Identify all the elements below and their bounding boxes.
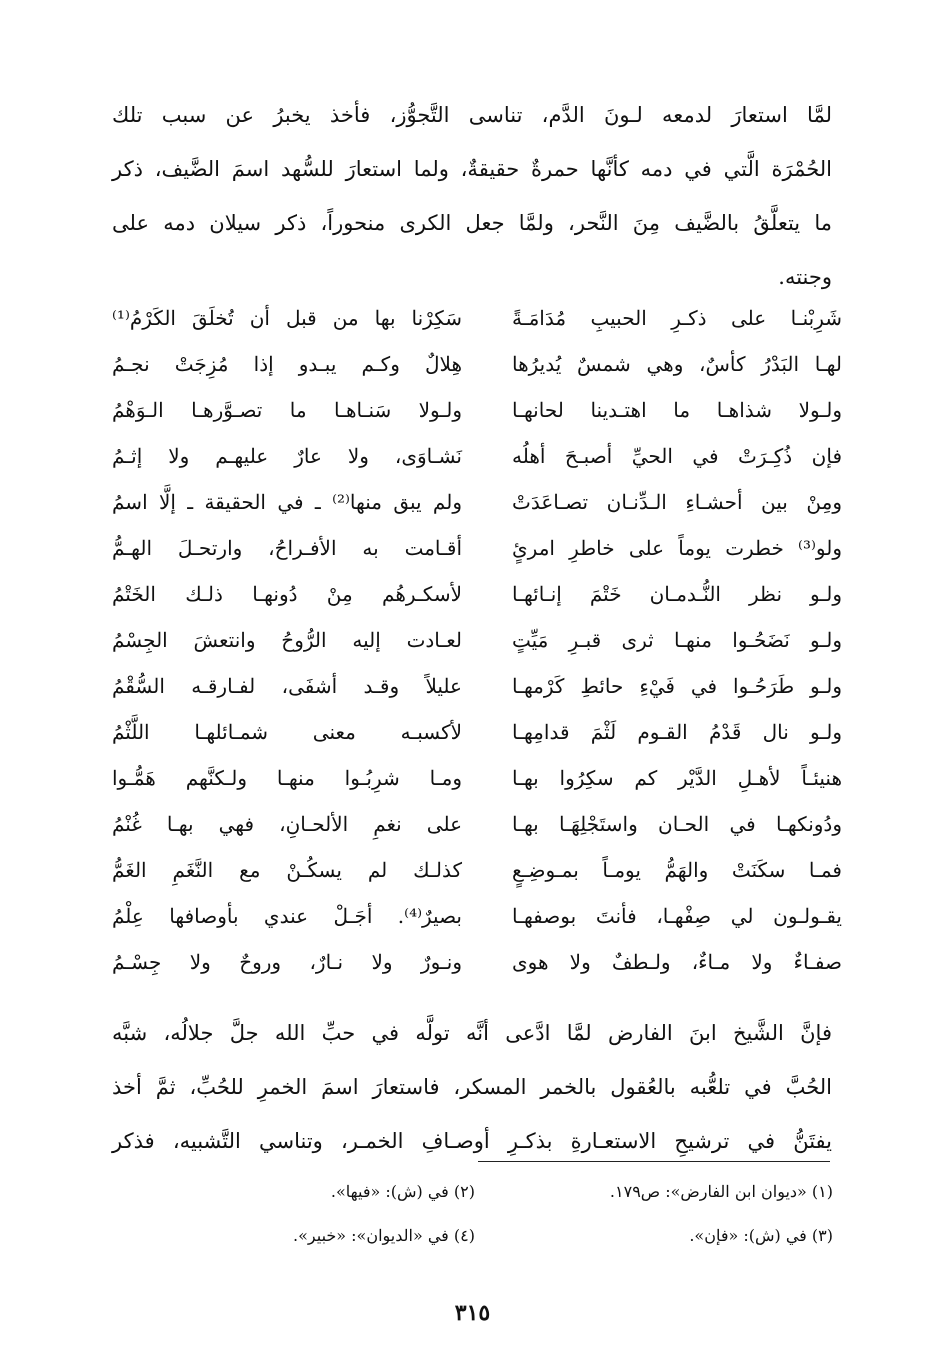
verse-second-hemistich: لعـادت إليه الرُّوحُ وانتعشَ الجِسْمُ — [112, 628, 462, 652]
verse-first-hemistich: لهـا البَدْرُ كأسٌ، وهي شمسٌ يُديرُها — [512, 352, 842, 376]
verse-second-hemistich: أقـامت به الأفـراحُ، وارتحـلَ الهـمُّ — [112, 536, 462, 560]
verse-second-hemistich: ومـا شرِبُـوا منهـا ولـكنَّهم هَمُّـوا — [112, 766, 462, 790]
verse-first-hemistich: ولـو طَرَحُـوا في فَيْءِ حائطِ كَرْمهـا — [512, 674, 842, 698]
poem-verse — [112, 344, 842, 384]
poem-verse — [112, 436, 842, 476]
verse-first-hemistich: ولـو نَضَحُـوا منهـا ثرى قبـرِ مَيِّتٍ — [512, 628, 842, 652]
verse-second-hemistich: لأسكـرهُم مِنْ دُونهـا ذلـك الخَتْمُ — [112, 582, 462, 606]
verse-second-hemistich: عليلاً وقـد أشفَى، لفـارقـه السُّقْمُ — [112, 674, 462, 698]
footnote-4: (٤) في «الديوان»: «خبير». — [293, 1226, 475, 1245]
verse-first-hemistich: ودُونكهـا في الحـان واستَجْلِهَـا بهـا — [512, 812, 842, 836]
intro-line: لمَّا استعارَ لدمعه لـونَ الدَّم، تناسى التَّجوُّز، فأخذ يخبرُ عن سبب تلك — [112, 103, 832, 127]
poem-verse — [112, 850, 842, 890]
poem-verse — [112, 666, 842, 706]
verse-first-hemistich: فإن ذُكِـرَتْ في الحيِّ أصبـحَ أهلُه — [512, 444, 842, 468]
outro-line: فإنَّ الشَّيخ ابنَ الفارض لمَّا ادَّعى أنَّه تولَّه في حبِّ الله جلَّ جلالُه، شبَّه — [112, 1021, 832, 1045]
footnote-1: (١) «ديوان ابن الفارض»: ص١٧٩. — [609, 1182, 833, 1201]
poem-verse — [112, 574, 842, 614]
footnote-3: (٣) في (ش): «فإن». — [689, 1226, 833, 1245]
poem-verse — [112, 482, 842, 522]
verse-second-hemistich: بصيرٌ⁽⁴⁾. أجَـلْ عندي بأوصافها عِلْمُ — [112, 904, 462, 928]
intro-line: وجنته. — [778, 265, 832, 289]
outro-line: الحُبَّ في تلعُّبه بالعُقول بالخمر المسكر، فاستعارَ اسمَ الخمرِ للحُبِّ، ثمَّ أخذ — [112, 1075, 832, 1099]
poem-verse — [112, 528, 842, 568]
verse-second-hemistich: هِلالٌ وكـم يبـدو إذا مُزِجَتْ نجـمُ — [112, 352, 462, 376]
poem-verse — [112, 804, 842, 844]
outro-paragraph — [112, 1006, 832, 1168]
poem-verse — [112, 620, 842, 660]
verse-second-hemistich: كذلـك لم يسكُـنْ مع النَّغَمِ الغَمُّ — [112, 858, 462, 882]
verse-first-hemistich: ولـو نظر النُّـدمـان خَتْمَ إنـائهـا — [512, 582, 842, 606]
verse-first-hemistich: فمـا سكَنَتْ والهَمُّ يومـاً بمـوضِـعٍ — [512, 858, 842, 882]
verse-first-hemistich: ومِنْ بين أحشـاءِ الـدِّنـان تصـاعَدَتْ — [512, 490, 842, 514]
verse-second-hemistich: ونـورٌ ولا نـارٌ، وروحٌ ولا جِسْـمُ — [112, 950, 462, 974]
verse-first-hemistich: صفـاءٌ ولا مـاءٌ، ولـطفٌ ولا هوى — [512, 950, 842, 974]
verse-second-hemistich: نَشـاوَى، ولا عارٌ عليهـم ولا إثـمُ — [112, 444, 462, 468]
page-number: ٣١٥ — [454, 1300, 491, 1326]
footnote-2: (٢) في (ش): «فيها». — [330, 1182, 475, 1201]
verse-second-hemistich: ولم يبق منها⁽²⁾ ـ في الحقيقة ـ إلَّا اسمُ — [112, 490, 462, 514]
intro-paragraph — [112, 88, 832, 304]
verse-first-hemistich: ولو⁽³⁾ خطرت يوماً على خاطرِ امرئٍ — [512, 536, 842, 560]
poem-verse — [112, 758, 842, 798]
poem-verse — [112, 942, 842, 982]
poem-verse — [112, 390, 842, 430]
verse-first-hemistich: شَرِبْنـا على ذكـرِ الحبيبِ مُدَامَـةً — [512, 306, 842, 330]
verse-second-hemistich: لأكسبـه معنى شمـائلهـا اللَّثْمُ — [112, 720, 462, 744]
footnote-divider — [478, 1161, 830, 1162]
verse-second-hemistich: ولـولا سَنـاهـا ما تصـوَّرهـا الـوَهْمُ — [112, 398, 462, 422]
verse-first-hemistich: يقـولـون لي صِفْهـا، فأنتَ بوصفهـا — [512, 904, 842, 928]
intro-line: ما يتعلَّقُ بالضَّيف مِنَ النَّحر، ولمَّا جعل الكرى منحوراً، ذكر سيلان دمه على — [112, 211, 832, 235]
verse-first-hemistich: ولـو نال قَدْمُ القـوم لَثْمَ قدامِهـا — [512, 720, 842, 744]
outro-line: يفتَنُّ في ترشيحِ الاستعـارةِ بذكـرِ أوصـافِ الخمـر، وتناسي التَّشبيه، فذكر — [112, 1129, 832, 1153]
poem-verse — [112, 896, 842, 936]
intro-line: الحُمْرَة الَّتي في دمه كأنَّها حمرةٌ حقيقةٌ، ولما استعارَ للسُّهد اسمَ الضَّيف، ذكر — [112, 157, 832, 181]
verse-second-hemistich: على نغمِ الألحـانِ، فهي بهـا غُنْمُ — [112, 812, 462, 836]
verse-first-hemistich: هنيئـاً لأهـلِ الدَّيْر كم سكِرُوا بهـا — [512, 766, 842, 790]
poem-verse — [112, 298, 842, 338]
verse-second-hemistich: سَكِرْنا بها من قبل أن تُخلَقَ الكَرْمُ⁽¹⁾ — [112, 306, 462, 330]
verse-first-hemistich: ولـولا شذاهـا ما اهتـدينا لحانهـا — [512, 398, 842, 422]
poem-verse — [112, 712, 842, 752]
